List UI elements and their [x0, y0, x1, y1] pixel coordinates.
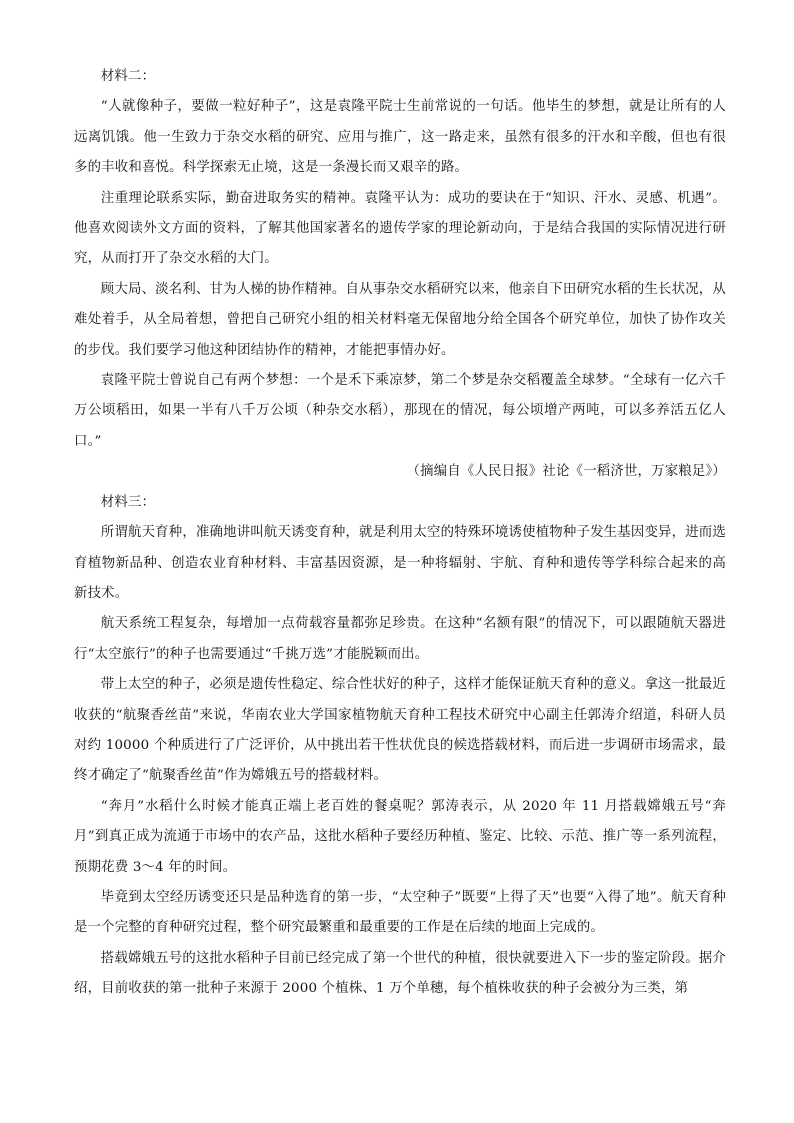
material-2-paragraph-3: 顾大局、淡名利、甘为人梯的协作精神。自从事杂交水稻研究以来，他亲自下田研究水稻的生长状况，从难处着手，从全局着想，曾把自己研究小组的相关材料毫无保留地分给全国各个研究单位，加快了协作攻关的步伐。我们要学习他这种团结协作的精神，才能把事情办好。 [74, 281, 726, 358]
material-3-paragraph-4: “奔月”水稻什么时候才能真正端上老百姓的餐桌呢？郭涛表示，从 2020 年 11 月搭载嫦娥五号“奔月”到真正成为流通于市场中的农产品，这批水稻种子要经历种植、鉴定、比较、示范、推广等一系列流程，预期花费 3～4 年的时间。 [74, 798, 726, 875]
material-2-source-citation: （摘编自《人民日报》社论《一稻济世，万家粮足》） [406, 464, 726, 480]
material-2-heading: 材料二： [100, 69, 156, 84]
material-2-paragraph-2: 注重理论联系实际，勤奋进取务实的精神。袁隆平认为：成功的要诀在于“知识、汗水、灵感、机遇”。他喜欢阅读外文方面的资料，了解其他国家著名的遗传学家的理论新动向，于是结合我国的实际情况进行研究，从而打开了杂交水稻的大门。 [74, 190, 726, 267]
document-page [74, 62, 726, 1005]
material-3-paragraph-5: 毕竟到太空经历诱变还只是品种选育的第一步，“太空种子”既要“上得了天”也要“入得了地”。航天育种是一个完整的育种研究过程，整个研究最繁重和最重要的工作是在后续的地面上完成的。 [74, 889, 726, 936]
material-3-paragraph-1: 所谓航天育种，准确地讲叫航天诱变育种，就是利用太空的特殊环境诱使植物种子发生基因变异，进而选育植物新品种、创造农业育种材料、丰富基因资源，是一种将辐射、宇航、育种和遗传等学科综合起来的高新技术。 [74, 525, 726, 601]
material-3-paragraph-2: 航天系统工程复杂，每增加一点荷载容量都弥足珍贵。在这种“名额有限”的情况下，可以跟随航天器进行“太空旅行”的种子也需要通过“千挑万选”才能脱颖而出。 [74, 616, 726, 662]
material-3-paragraph-6: 搭载嫦娥五号的这批水稻种子目前已经完成了第一个世代的种植，很快就要进入下一步的鉴定阶段。据介绍，目前收获的第一批种子来源于 2000 个植株、1 万个单穗，每个植株收获的种子会被分为三类，第 [74, 950, 726, 997]
material-2-paragraph-1: “人就像种子，要做一粒好种子”，这是袁隆平院士生前常说的一句话。他毕生的梦想，就是让所有的人远离饥饿。他一生致力于杂交水稻的研究、应用与推广，这一路走来，虽然有很多的汗水和辛酸，但也有很多的丰收和喜悦。科学探索无止境，这是一条漫长而又艰辛的路。 [74, 99, 726, 176]
material-2-paragraph-4: 袁隆平院士曾说自己有两个梦想：一个是禾下乘凉梦，第二个梦是杂交稻覆盖全球梦。“全球有一亿六千万公顷稻田，如果一半有八千万公顷（种杂交水稻），那现在的情况，每公顷增产两吨，可以多养活五亿人口。” [74, 373, 726, 449]
material-3-heading: 材料三： [100, 494, 156, 510]
material-3-paragraph-3: 带上太空的种子，必须是遗传性稳定、综合性状好的种子，这样才能保证航天育种的意义。拿这一批最近收获的“航聚香丝苗”来说，华南农业大学国家植物航天育种工程技术研究中心副主任郭涛介绍道，科研人员对约 10000 个种质进行了广泛评价，从中挑出若干性状优良的候选搭载材料，而后进一步调研市场需求，最终才确定了“航聚香丝苗”作为嫦娥五号的搭载材料。 [74, 677, 726, 784]
